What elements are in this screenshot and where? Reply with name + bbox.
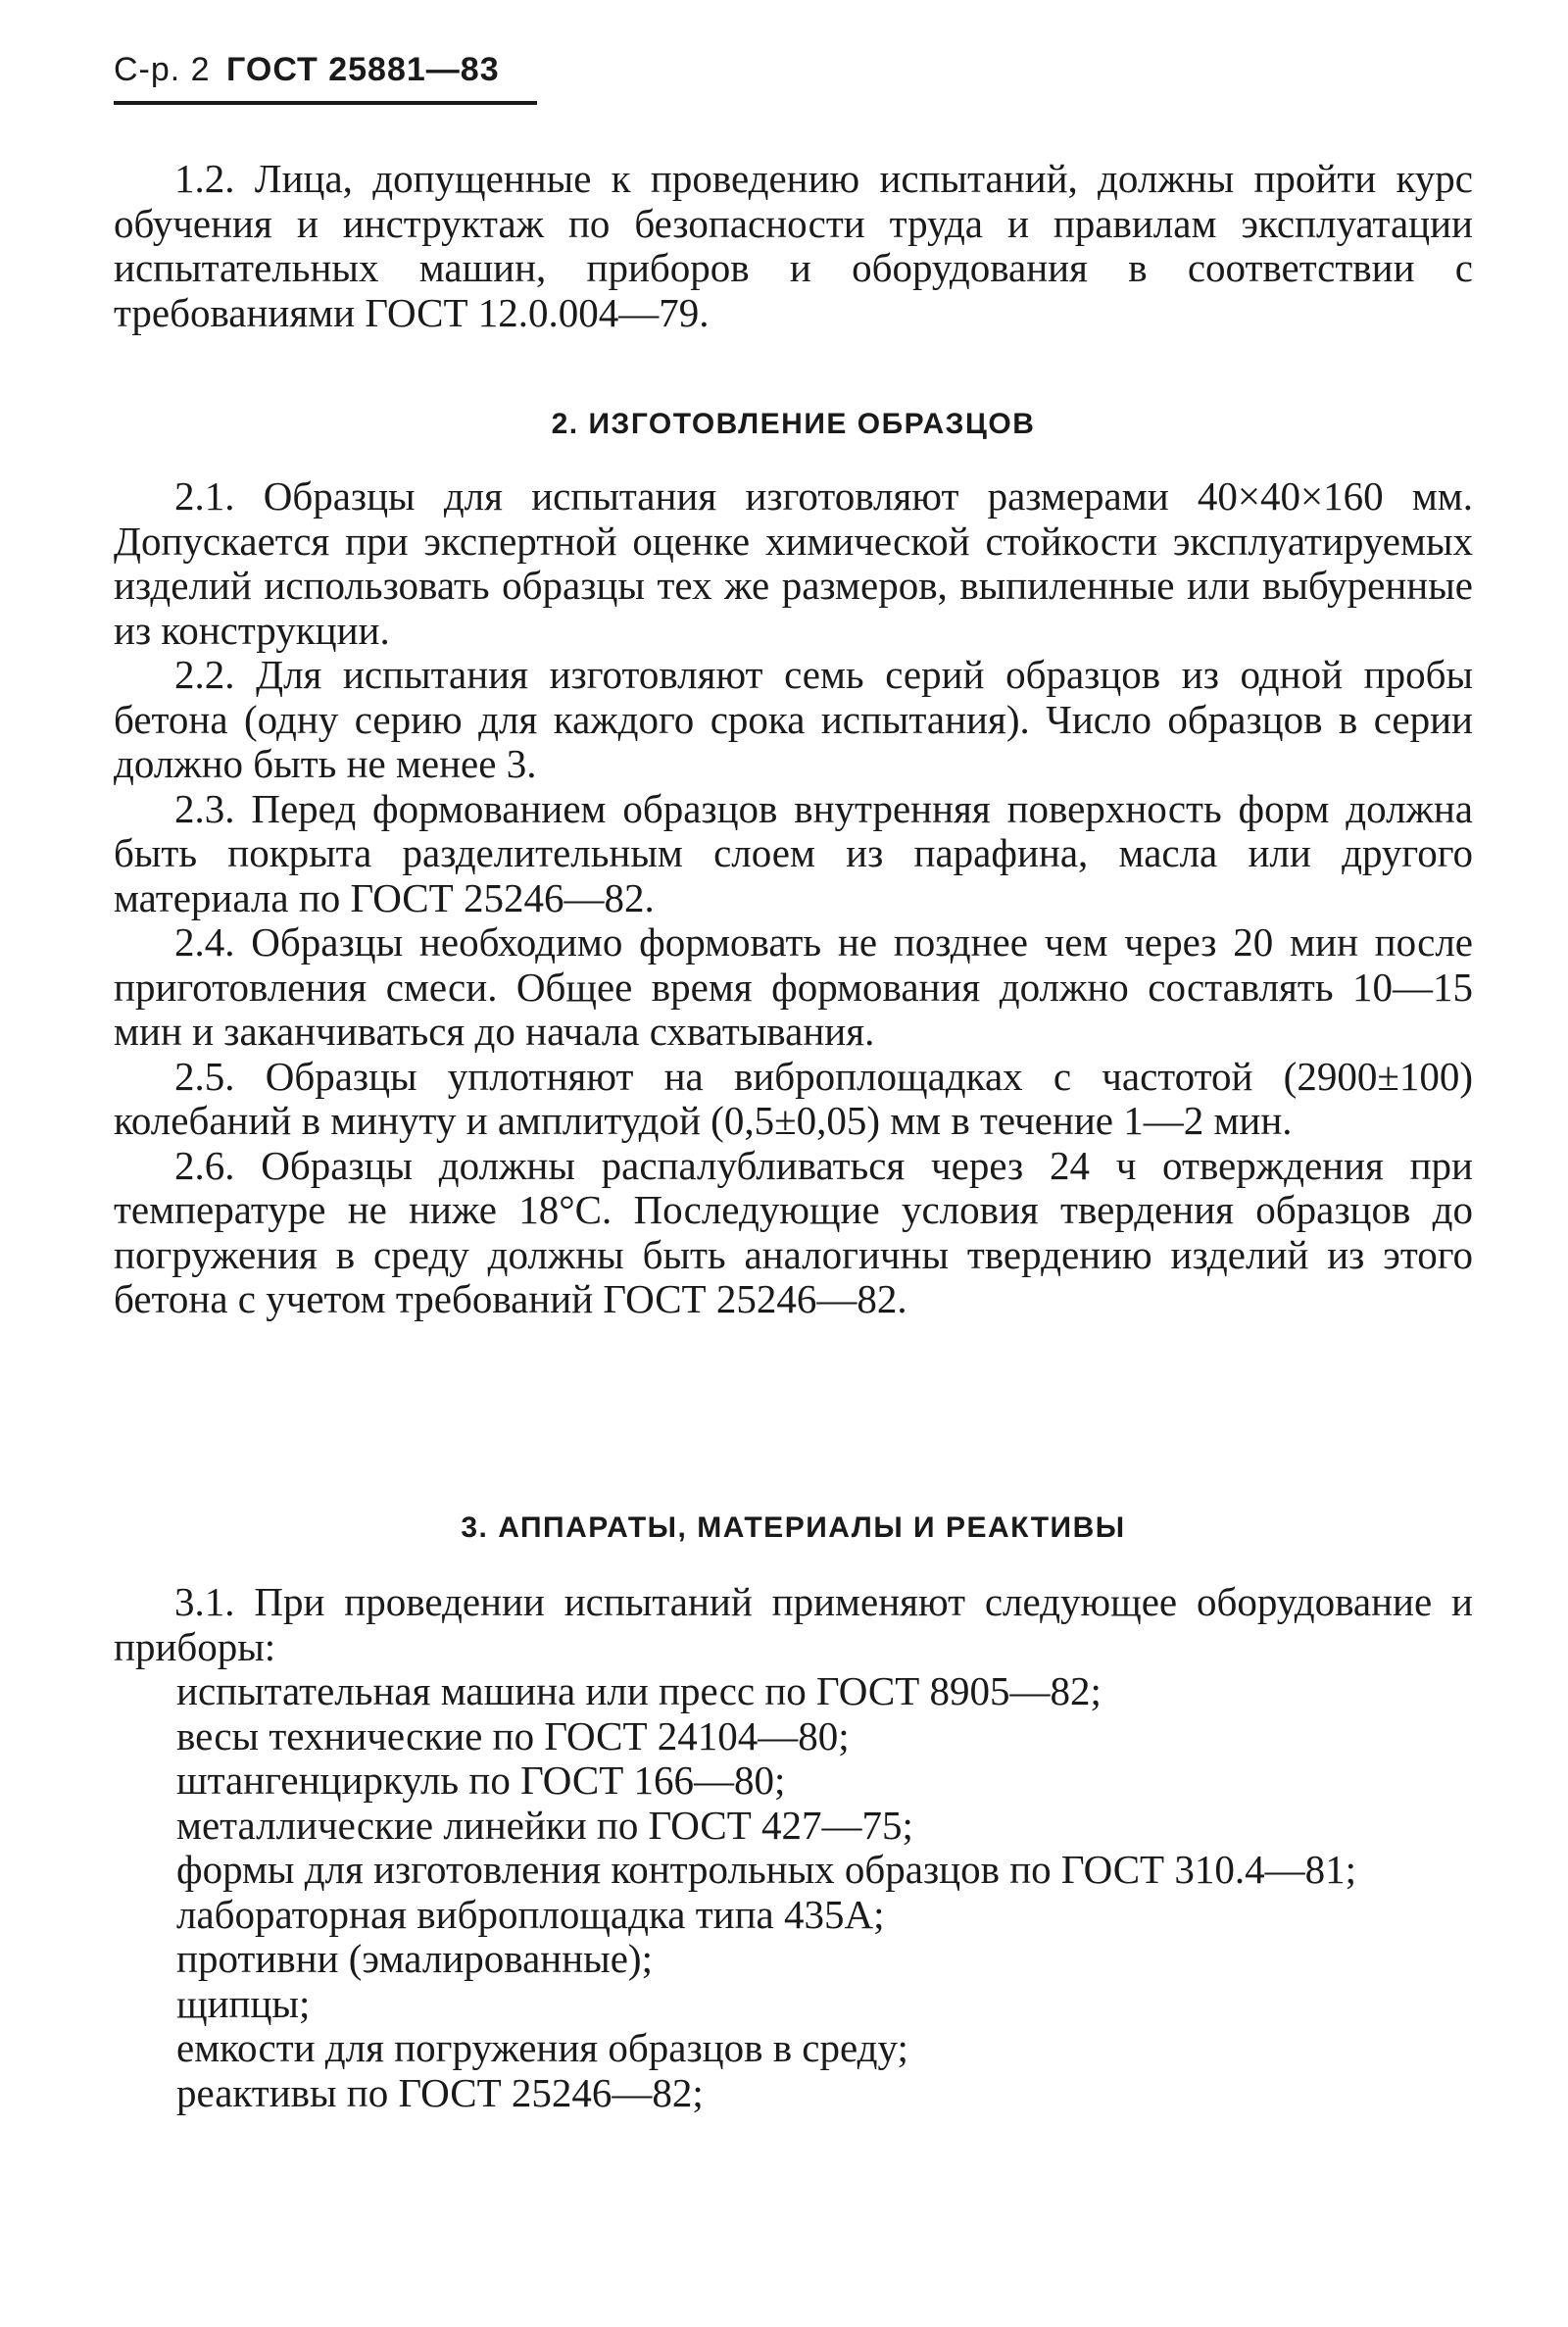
equipment-item: весы технические по ГОСТ 24104—80; bbox=[176, 1712, 850, 1758]
header-divider bbox=[114, 101, 537, 105]
page-number: С-р. 2 bbox=[114, 51, 211, 88]
section-3-title: 3. АППАРАТЫ, МАТЕРИАЛЫ И РЕАКТИВЫ bbox=[461, 1511, 1126, 1544]
paragraph-2-4: 2.4. Образцы необходимо формовать не позднее чем через 20 мин после приготовления смеси. Общее время формования должно составлять 10—15 мин и заканчиваться до начала схватывания. bbox=[114, 919, 1473, 1054]
paragraph-1-2: 1.2. Лица, допущенные к проведению испытаний, должны пройти курс обучения и инструктаж по безопасности труда и правилам эксплуатации испытательных машин, приборов и оборудования в соответствии с требованиями ГОСТ 12.0.004—79. bbox=[114, 156, 1473, 335]
equipment-item: щипцы; bbox=[176, 1980, 311, 2026]
equipment-item: формы для изготовления контрольных образцов по ГОСТ 310.4—81; bbox=[176, 1847, 1356, 1892]
equipment-item: штангенциркуль по ГОСТ 166—80; bbox=[176, 1758, 786, 1803]
paragraph-2-1: 2.1. Образцы для испытания изготовляют размерами 40×40×160 мм. Допускается при экспертной оценке химической стойкости эксплуатируемых изделий использовать образцы тех же размеров, выпиленные или выбуренные из конструкции. bbox=[114, 473, 1473, 653]
paragraph-3-1: 3.1. При проведении испытаний применяют следующее оборудование и приборы: bbox=[114, 1579, 1473, 1669]
section-1-body bbox=[114, 157, 1473, 335]
equipment-item: реактивы по ГОСТ 25246—82; bbox=[176, 2069, 704, 2115]
paragraph-2-3: 2.3. Перед формованием образцов внутренняя поверхность форм должна быть покрыта разделительным слоем из парафина, масла или другого материала по ГОСТ 25246—82. bbox=[114, 785, 1473, 920]
paragraph-2-6: 2.6. Образцы должны распалубливаться через 24 ч отверждения при температуре не ниже 18°С. Последующие условия твердения образцов до погружения в среду должны быть аналогичны твердению изделий из этого бетона с учетом требований ГОСТ 25246—82. bbox=[114, 1142, 1473, 1321]
paragraph-2-5: 2.5. Образцы уплотняют на виброплощадках с частотой (2900±100) колебаний в минуту и амплитудой (0,5±0,05) мм в течение 1—2 мин. bbox=[114, 1053, 1473, 1143]
section-2-body bbox=[114, 474, 1473, 1322]
paragraph-2-2: 2.2. Для испытания изготовляют семь серий образцов из одной пробы бетона (одну серию для каждого срока испытания). Число образцов в серии должно быть не менее 3. bbox=[114, 652, 1473, 786]
document-code: ГОСТ 25881—83 bbox=[226, 51, 500, 88]
section-3-body bbox=[114, 1580, 1473, 2115]
page-header bbox=[114, 51, 500, 89]
equipment-item: противни (эмалированные); bbox=[176, 1936, 653, 1981]
equipment-item: металлические линейки по ГОСТ 427—75; bbox=[176, 1802, 913, 1848]
section-2-title: 2. ИЗГОТОВЛЕНИЕ ОБРАЗЦОВ bbox=[551, 408, 1036, 440]
equipment-item: испытательная машина или пресс по ГОСТ 8905—82; bbox=[176, 1668, 1102, 1713]
equipment-item: лабораторная виброплощадка типа 435А; bbox=[176, 1891, 885, 1937]
equipment-item: емкости для погружения образцов в среду; bbox=[176, 2025, 908, 2070]
